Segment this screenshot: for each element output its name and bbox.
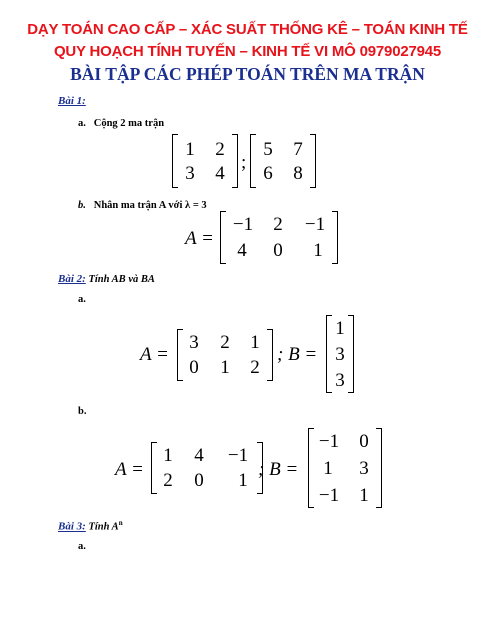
bai1-b-a-label: A = (185, 228, 214, 249)
matrix-cell: 1 (238, 470, 248, 491)
matrix-cell: 3 (335, 370, 345, 391)
matrix-cell: −1 (304, 214, 326, 235)
matrix-cell: 1 (163, 445, 173, 466)
bai1-matrix-2 (250, 134, 316, 188)
matrix-cell: 3 (189, 332, 199, 353)
matrix-cell: −1 (318, 431, 340, 452)
matrix-cell: 3 (185, 163, 195, 184)
matrix-cell: 2 (215, 139, 225, 160)
matrix-cell: 2 (220, 332, 230, 353)
matrix-cell: 1 (185, 139, 195, 160)
bai1-b-marker: b. (78, 200, 86, 211)
bai2-text: Tính AB và BA (88, 274, 155, 285)
matrix-cell: 3 (335, 344, 345, 365)
matrix-cell: 0 (194, 470, 204, 491)
matrix-cell: 6 (263, 163, 273, 184)
header-line-2: QUY HOẠCH TÍNH TUYẾN – KINH TẾ VI MÔ 0979027945 (53, 43, 442, 60)
matrix-cell: 2 (250, 357, 260, 378)
bai1-a-marker: a. (78, 118, 86, 129)
matrix-cell: 1 (250, 332, 260, 353)
matrix-cell: −1 (232, 214, 254, 235)
bai1-b-item (78, 200, 207, 211)
matrix-cell: 1 (335, 318, 345, 339)
matrix-cell: 2 (273, 214, 283, 235)
matrix-cell: 5 (263, 139, 273, 160)
bai2-a-b-label: ; B = (277, 344, 318, 365)
matrix-cell: 0 (273, 240, 283, 261)
header-line-1: DẠY TOÁN CAO CẤP – XÁC SUẤT THỐNG KÊ – TOÁN KINH TẾ (27, 21, 468, 38)
bai3-a-marker: a. (78, 541, 86, 552)
matrix-cell: 0 (189, 357, 199, 378)
bai2-a-matrix-a (177, 329, 273, 381)
bai1-b-text: Nhân ma trận A với λ = 3 (93, 200, 207, 211)
matrix-cell: 1 (220, 357, 230, 378)
matrix-cell: 4 (215, 163, 225, 184)
matrix-cell: 0 (359, 431, 369, 452)
matrix-cell: −1 (227, 445, 249, 466)
matrix-cell: 3 (359, 458, 369, 479)
bai2-b-matrix-a (151, 442, 263, 494)
matrix-cell: 1 (313, 240, 323, 261)
bai2-a-marker: a. (78, 294, 86, 305)
bai2-b-b-label: ; B = (258, 459, 299, 480)
bai1-a-text: Cộng 2 ma trận (93, 118, 165, 129)
bai2-a-matrix-b (326, 315, 354, 393)
bai2-a-a-label: A = (140, 344, 169, 365)
page-title: BÀI TẬP CÁC PHÉP TOÁN TRÊN MA TRẬN (70, 64, 425, 84)
bai2-b-a-label: A = (115, 459, 144, 480)
bai2-b-matrix-b (308, 428, 382, 508)
matrix-cell: 4 (237, 240, 247, 261)
bai1-a-item (78, 118, 164, 129)
matrix-cell: 1 (359, 485, 369, 506)
matrix-cell: 8 (293, 163, 303, 184)
matrix-separator: ; (241, 152, 247, 173)
section-label-bai-2: Bài 2: (58, 273, 86, 285)
bai2-b-marker: b. (78, 406, 87, 417)
section-label-bai-1: Bài 1: (58, 95, 86, 107)
bai3-heading (58, 519, 123, 533)
bai3-exponent: n (118, 519, 123, 527)
bai3-text: Tính A (88, 521, 119, 533)
section-label-bai-3: Bài 3: (58, 520, 86, 533)
matrix-cell: 2 (163, 470, 173, 491)
matrix-cell: 4 (194, 445, 204, 466)
matrix-cell: 1 (323, 458, 333, 479)
matrix-cell: −1 (318, 485, 340, 506)
bai1-matrix-1 (172, 134, 238, 188)
bai2-heading (58, 273, 155, 285)
matrix-cell: 7 (293, 139, 303, 160)
bai1-matrix-a (220, 211, 338, 264)
